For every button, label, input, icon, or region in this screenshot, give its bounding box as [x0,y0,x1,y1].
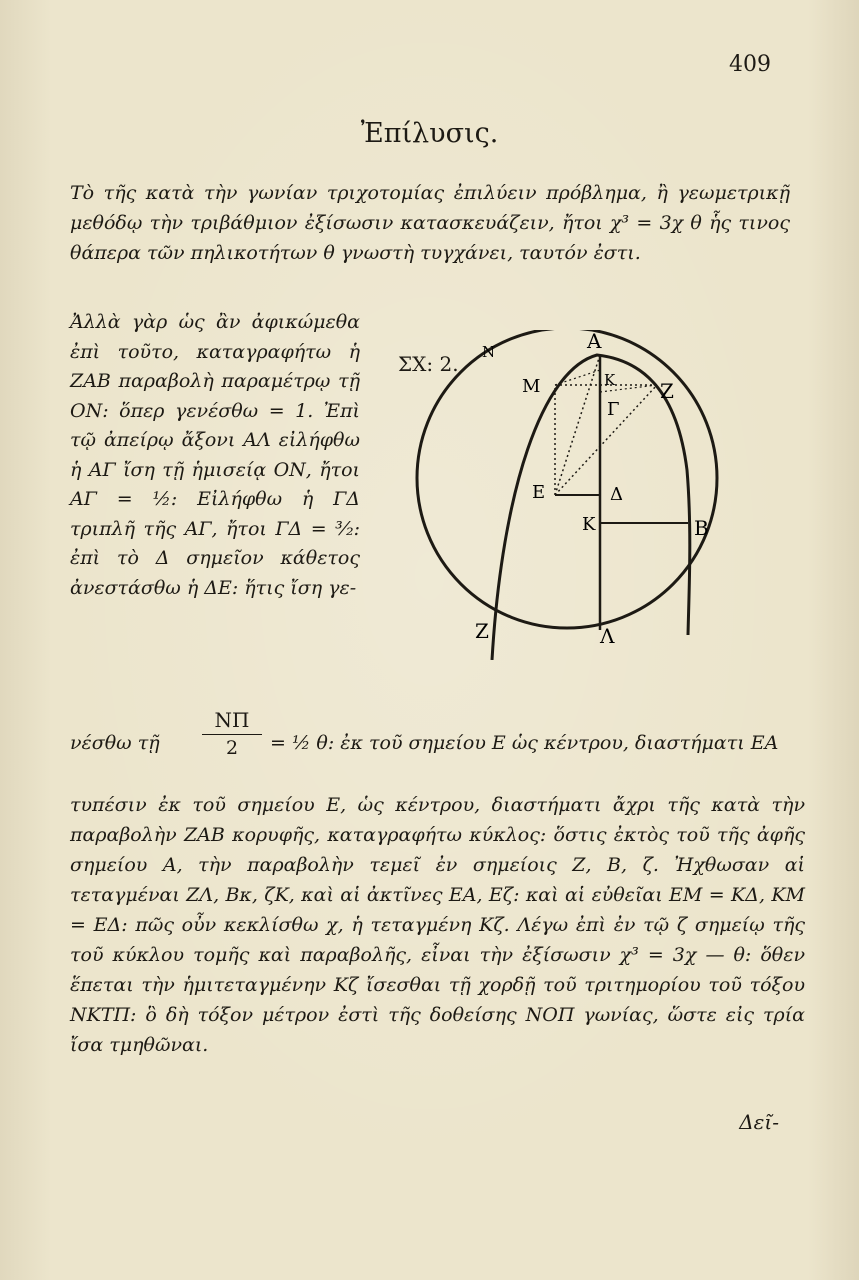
label-Z-bottom: Z [475,619,489,643]
label-D: Δ [610,484,623,505]
intro-paragraph: Τὸ τῆς κατὰ τὴν γωνίαν τριχοτομίας ἐπιλύειν πρόβλημα, ἢ γεωμετρικῇ μεθόδῳ τὴν τριβάθμιον ἐξίσωσιν κατασκευάζειν, ἤτοι χ³ = 3χ θ ἧς τινος θάπερα τῶν πηλικοτήτων θ γνωστὴ τυγχάνει, ταυτόν ἐστι. [70,182,790,264]
section-title: Ἐπίλυσις. [360,118,499,149]
fraction-line [70,708,800,768]
left-column-text: Ἀλλὰ γὰρ ὡς ἂν ἀφικώμεθα ἐπὶ τοῦτο, καταγραφήτω ἡ ΖΑΒ παραβολὴ παραμέτρῳ τῇ ΟΝ: ὅπερ γενέσθω = 1. Ἐπὶ τῷ ἀπείρῳ ἄξονι ΑΛ εἰλήφθω ἡ ΑΓ ἴση τῇ ἡμισείᾳ ΟΝ, ἤτοι ΑΓ = ½: Εἰλήφθω ἡ ΓΔ τριπλῆ τῆς ΑΓ, ἤτοι ΓΔ = ³⁄₂: ἐπὶ τὸ Δ σημεῖον κάθετος ἀνεστάσθω ἡ ΔΕ: ἥτις ἴση γε- [70,311,360,599]
fraction-bar [202,734,262,735]
dotted-ez [555,385,657,495]
fraction-denominator: 2 [225,737,239,759]
label-M: M [522,376,541,397]
label-B: B [694,516,709,540]
label-K-mid: K [582,514,596,535]
fraction-pre: νέσθω τῇ [70,732,160,754]
fraction-post: = ½ θ: ἐκ τοῦ σημείου Ε ὡς κέντρου, διαστήματι ΕΑ [270,732,779,754]
label-G: Γ [607,399,620,420]
fraction [202,708,262,759]
label-E: E [532,482,546,503]
label-A: A [587,330,602,353]
label-N: N [482,343,496,361]
figure-label: ΣΧ: 2. [398,352,459,376]
label-Z-right: Z [660,379,674,403]
dotted-ea [555,355,600,495]
label-L: Λ [600,624,615,648]
main-paragraph: τυπέσιν ἐκ τοῦ σημείου Ε, ὡς κέντρου, διαστήματι ἄχρι τῆς κατὰ τὴν παραβολὴν ΖΑΒ κορυφῆς, καταγραφήτω κύκλος: ὅστις ἐκτὸς τοῦ τῆς ἀφῆς σημείου Α, τὴν παραβολὴν τεμεῖ ἐν σημείοις Ζ, Β, ζ. Ἠχθωσαν αἱ τεταγμέναι ΖΛ, Βκ, ζΚ, καὶ αἱ ἀκτῖνες ΕΑ, Εζ: καὶ αἱ εὐθεῖαι ΕΜ = ΚΔ, ΚΜ = ΕΔ: πῶς οὖν κεκλίσθω χ, ἡ τεταγμένη Κζ. Λέγω ἐπὶ ἐν τῷ ζ σημείῳ τῆς τοῦ κύκλου τομῆς καὶ παραβολῆς, εἶναι τὴν ἐξίσωσιν χ³ = 3χ — θ: ὅθεν ἕπεται τὴν ἡμιτεταγμένην Κζ ἴσεσθαι τῇ χορδῇ τοῦ τριτημορίου τοῦ τόξου ΝΚΤΠ: ὃ δὴ τόξον μέτρον ἐστὶ τῆς δοθείσης ΝΟΠ γωνίας, ὥστε εἰς τρία ἴσα τμηθῶναι. [70,794,805,1056]
fraction-numerator: ΝΠ [214,708,250,732]
geometric-figure [392,330,742,660]
label-K-top: K [604,371,616,389]
catchword: Δεῖ- [739,1110,779,1134]
page-number: 409 [729,52,771,77]
